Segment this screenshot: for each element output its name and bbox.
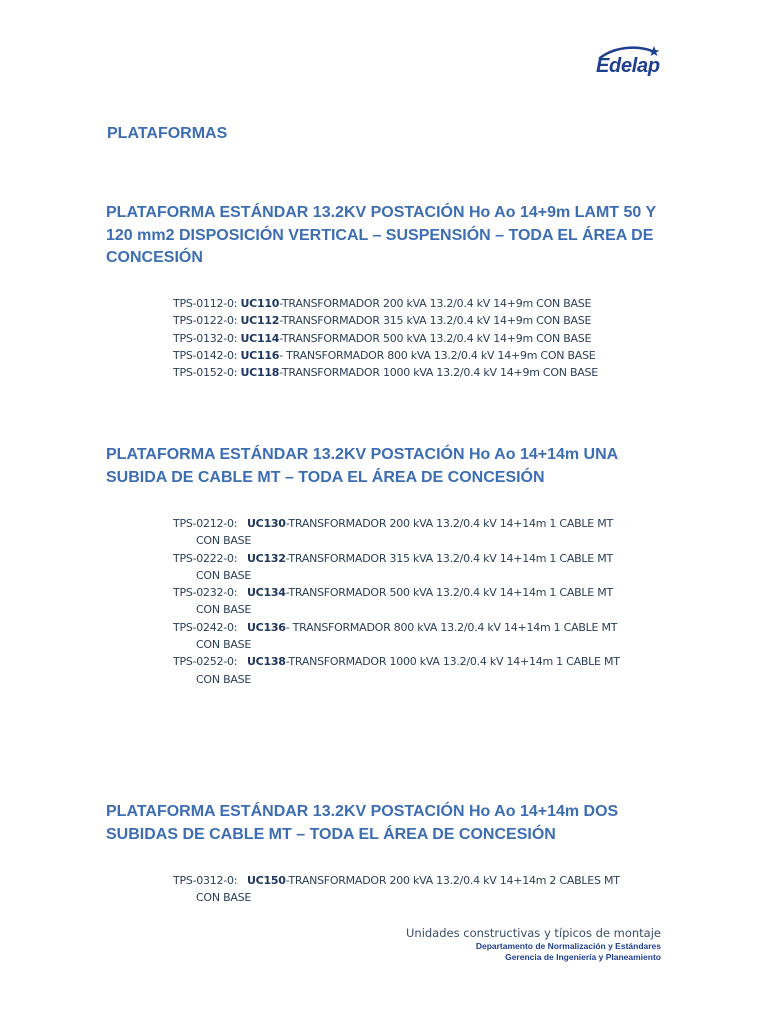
item-uc: UC138	[246, 655, 286, 669]
list-item-continuation: CON BASE	[196, 568, 252, 582]
section-list-3	[173, 872, 653, 907]
list-item-continuation: CON BASE	[196, 638, 252, 652]
section-list-2	[173, 515, 653, 688]
item-code: TPS-0222-0:	[173, 551, 247, 565]
item-uc: UC114	[240, 331, 280, 345]
page-heading: PLATAFORMAS	[107, 125, 228, 142]
list-item	[173, 347, 653, 364]
item-desc: -TRANSFORMADOR 200 kVA 13.2/0.4 kV 14+14m 1 CABLE MT	[285, 517, 613, 530]
list-item	[173, 872, 653, 889]
item-desc: -TRANSFORMADOR 200 kVA 13.2/0.4 kV 14+14m 2 CABLES MT	[285, 874, 620, 887]
list-item	[173, 330, 653, 347]
item-code: TPS-0142-0:	[173, 348, 241, 362]
item-code: TPS-0112-0:	[173, 297, 241, 310]
item-uc: UC150	[246, 874, 286, 887]
footer-gerencia: Gerencia de Ingeniería y Planeamiento	[505, 952, 661, 962]
item-code: TPS-0152-0:	[173, 366, 241, 380]
edelap-logo	[596, 44, 664, 78]
item-code: TPS-0242-0:	[173, 620, 247, 634]
section-title-3: PLATAFORMA ESTÁNDAR 13.2KV POSTACIÓN Ho Ao 14+14m DOS SUBIDAS DE CABLE MT – TODA EL ÁREA DE CONCESIÓN	[106, 803, 619, 843]
list-item	[173, 550, 653, 567]
list-item	[173, 653, 653, 670]
item-uc: UC118	[240, 366, 280, 380]
section-title-1: PLATAFORMA ESTÁNDAR 13.2KV POSTACIÓN Ho Ao 14+9m LAMT 50 Y 120 mm2 DISPOSICIÓN VERTICAL – SUSPENSIÓN – TODA EL ÁREA DE CONCESIÓN	[106, 204, 656, 266]
item-desc: -TRANSFORMADOR 1000 kVA 13.2/0.4 kV 14+14m 1 CABLE MT	[285, 655, 620, 669]
item-uc: UC132	[246, 551, 286, 565]
footer-title: Unidades constructivas y típicos de montaje	[405, 926, 661, 940]
item-uc: UC116	[240, 348, 280, 362]
list-item-continuation: CON BASE	[196, 672, 252, 686]
item-code: TPS-0212-0:	[173, 517, 247, 530]
list-item	[173, 619, 653, 636]
logo-text: Edelap	[596, 55, 660, 77]
list-item	[173, 312, 653, 329]
item-code: TPS-0122-0:	[173, 314, 241, 328]
item-desc: -TRANSFORMADOR 500 kVA 13.2/0.4 kV 14+9m CON BASE	[279, 331, 592, 345]
item-code: TPS-0252-0:	[173, 655, 247, 669]
item-uc: UC134	[246, 586, 286, 600]
item-desc: -TRANSFORMADOR 500 kVA 13.2/0.4 kV 14+14m 1 CABLE MT	[285, 586, 613, 600]
item-uc: UC130	[246, 517, 286, 530]
footer-department: Departamento de Normalización y Estándares	[475, 941, 661, 951]
item-code: TPS-0232-0:	[173, 586, 247, 600]
item-uc: UC136	[246, 620, 286, 634]
item-desc: -TRANSFORMADOR 315 kVA 13.2/0.4 kV 14+9m CON BASE	[279, 314, 592, 328]
item-desc: -TRANSFORMADOR 1000 kVA 13.2/0.4 kV 14+9m CON BASE	[279, 366, 598, 380]
list-item	[173, 364, 653, 381]
item-desc: -TRANSFORMADOR 315 kVA 13.2/0.4 kV 14+14m 1 CABLE MT	[285, 551, 613, 565]
list-item	[173, 515, 653, 532]
section-list-1	[173, 295, 653, 381]
list-item	[173, 295, 653, 312]
item-desc: - TRANSFORMADOR 800 kVA 13.2/0.4 kV 14+14m 1 CABLE MT	[285, 620, 618, 634]
item-desc: - TRANSFORMADOR 800 kVA 13.2/0.4 kV 14+9m CON BASE	[279, 348, 596, 362]
list-item-continuation: CON BASE	[196, 891, 252, 905]
section-title-2: PLATAFORMA ESTÁNDAR 13.2KV POSTACIÓN Ho Ao 14+14m UNA SUBIDA DE CABLE MT – TODA EL ÁREA DE CONCESIÓN	[106, 446, 618, 486]
item-code: TPS-0132-0:	[173, 331, 241, 345]
item-code: TPS-0312-0:	[173, 874, 247, 887]
list-item-continuation: CON BASE	[196, 534, 252, 548]
list-item-continuation: CON BASE	[196, 603, 252, 617]
item-desc: -TRANSFORMADOR 200 kVA 13.2/0.4 kV 14+9m CON BASE	[279, 297, 592, 310]
item-uc: UC112	[240, 314, 280, 328]
list-item	[173, 584, 653, 601]
item-uc: UC110	[240, 297, 280, 310]
